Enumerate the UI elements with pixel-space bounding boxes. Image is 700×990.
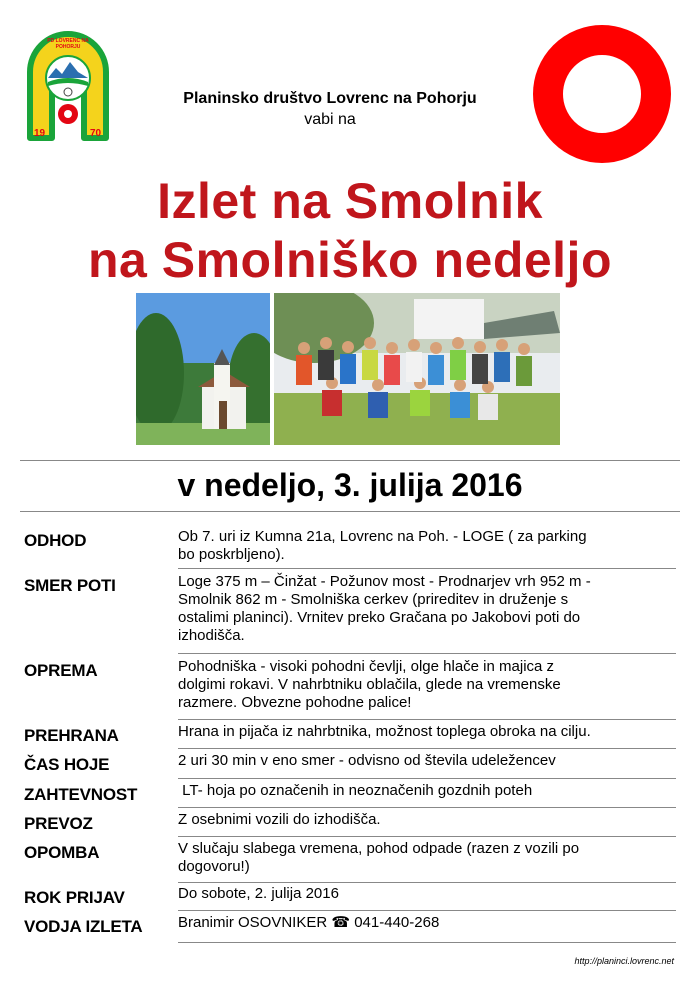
red-ring-graphic	[530, 22, 674, 166]
detail-line: dogovoru!)	[178, 858, 250, 875]
event-title-line2: na Smolniško nedeljo	[88, 232, 612, 288]
logo-ring-text: PD LOVRENC NA POHORJU	[47, 38, 89, 50]
event-title-line1: Izlet na Smolnik	[157, 173, 543, 229]
row-divider	[178, 882, 676, 883]
row-divider	[178, 719, 676, 720]
detail-label-smer-poti: SMER POTI	[24, 576, 116, 595]
row-divider	[178, 568, 676, 569]
detail-label-prevoz: PREVOZ	[24, 814, 93, 833]
club-logo	[20, 20, 116, 164]
red-ring-badge	[530, 22, 674, 166]
detail-line: V slučaju slabega vremena, pohod odpade (razen z vozili po	[178, 840, 580, 857]
detail-text-vodja-izleta	[178, 914, 680, 932]
detail-label-zahtevnost: ZAHTEVNOST	[24, 785, 138, 804]
detail-text-opomba	[178, 840, 680, 876]
church-photo-image	[136, 293, 270, 445]
detail-line: Ob 7. uri iz Kumna 21a, Lovrenc na Poh. - LOGE ( za parking	[178, 528, 587, 545]
detail-line: dolgimi rokavi. V nahrbtniku oblačila, glede na vremenske	[178, 676, 561, 693]
detail-label-rok-prijav: ROK PRIJAV	[24, 888, 125, 907]
detail-line: izhodišča.	[178, 627, 245, 644]
row-divider	[178, 910, 676, 911]
footer-url[interactable]: http://planinci.lovrenc.net	[574, 956, 674, 966]
divider-date	[20, 511, 680, 512]
detail-line: Branimir OSOVNIKER ☎ 041-440-268	[178, 914, 440, 931]
detail-line: Hrana in pijača iz nahrbtnika, možnost toplega obroka na cilju.	[178, 723, 591, 740]
event-date: v nedeljo, 3. julija 2016	[177, 467, 523, 503]
row-divider	[178, 942, 676, 943]
detail-line: Z osebnimi vozili do izhodišča.	[178, 811, 381, 828]
detail-text-prehrana	[178, 723, 680, 741]
detail-text-prevoz	[178, 811, 680, 829]
detail-line: 2 uri 30 min v eno smer - odvisno od števila udeležencev	[178, 752, 556, 769]
detail-text-zahtevnost	[178, 782, 680, 800]
detail-label-prehrana: PREHRANA	[24, 726, 119, 745]
invite-text: vabi na	[304, 111, 356, 128]
row-divider	[178, 653, 676, 654]
detail-text-smer-poti	[178, 573, 680, 645]
logo-year-left: 19	[34, 128, 46, 139]
detail-label-odhod: ODHOD	[24, 531, 87, 550]
detail-text-oprema	[178, 658, 680, 712]
detail-line: bo poskrbljeno).	[178, 546, 285, 563]
logo-year-right: 70	[90, 128, 102, 139]
group-photo	[274, 293, 560, 445]
detail-line: Pohodniška - visoki pohodni čevlji, olge hlače in majica z	[178, 658, 555, 675]
detail-label-cas-hoje: ČAS HOJE	[24, 755, 110, 774]
group-photo-image	[274, 293, 560, 445]
detail-line: Do sobote, 2. julija 2016	[178, 885, 339, 902]
detail-text-cas-hoje	[178, 752, 680, 770]
detail-line: razmere. Obvezne pohodne palice!	[178, 694, 412, 711]
detail-line: ostalimi planinci). Vrnitev preko Gračana po Jakobovi poti do	[178, 609, 581, 626]
detail-line: Smolnik 862 m - Smolniška cerkev (prireditev in druženje s	[178, 591, 569, 608]
row-divider	[178, 836, 676, 837]
detail-text-odhod	[178, 528, 680, 564]
detail-label-vodja-izleta: VODJA IZLETA	[24, 917, 143, 936]
detail-line: LT- hoja po označenih in neoznačenih gozdnih poteh	[178, 782, 533, 799]
detail-label-oprema: OPREMA	[24, 661, 98, 680]
detail-label-opomba: OPOMBA	[24, 843, 100, 862]
row-divider	[178, 778, 676, 779]
detail-text-rok-prijav	[178, 885, 680, 903]
detail-line: Loge 375 m – Činžat - Požunov most - Prodnarjev vrh 952 m -	[178, 573, 591, 590]
divider-top	[20, 460, 680, 461]
row-divider	[178, 807, 676, 808]
church-photo	[136, 293, 270, 445]
organization-name: Planinsko društvo Lovrenc na Pohorju	[183, 90, 477, 107]
row-divider	[178, 748, 676, 749]
